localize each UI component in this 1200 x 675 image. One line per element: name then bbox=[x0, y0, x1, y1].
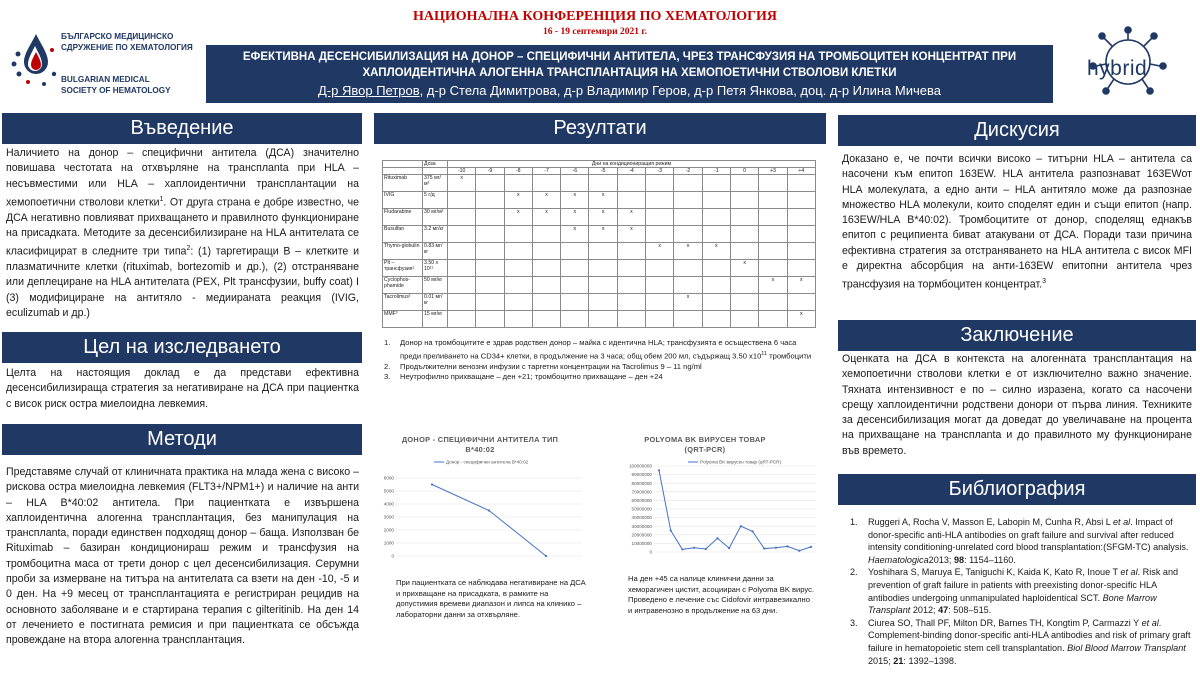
dose-mark bbox=[589, 311, 617, 328]
dose-mark: x bbox=[617, 226, 645, 243]
conclusion-heading: Заключение bbox=[838, 320, 1196, 351]
data-point bbox=[810, 546, 812, 548]
drug-dose: 3.50 х 10¹¹ bbox=[423, 260, 448, 277]
y-tick-label: 70000000 bbox=[631, 489, 652, 495]
dose-mark: x bbox=[532, 209, 560, 226]
dose-mark bbox=[674, 277, 702, 294]
dose-mark bbox=[646, 192, 674, 209]
dose-mark bbox=[730, 294, 758, 311]
logo-bg-line2: СДРУЖЕНИЕ ПО ХЕМАТОЛОГИЯ bbox=[61, 43, 193, 52]
discussion-heading: Дискусия bbox=[838, 115, 1196, 146]
aim-text: Целта на настоящия доклад е да представи ефективна десенсибилизираща стратегия за негативиране на ДСА при пациентка с висок риск остра миелоидна левкемия. bbox=[6, 367, 359, 410]
co-authors: , д-р Стела Димитрова, д-р Владимир Геров, д-р Петя Янкова, доц. д-р Илина Мичева bbox=[419, 83, 941, 98]
dose-mark bbox=[504, 175, 532, 192]
day-header: -2 bbox=[674, 168, 702, 175]
data-point bbox=[763, 547, 765, 549]
reference-item: 3. Ciurea SO, Thall PF, Milton DR, Barnes TH, Kongtim P, Carmazzi Y et al. Complement-binding donor-specific anti-HLA antibodies and risk of primary graft failure in hematopoietic stem cell transplantation. Biol Blood Marrow Transplant 2015; 21: 1392–1398. bbox=[850, 617, 1191, 666]
caption-left: При пациентката се наблюдава негативиране на ДСА и прихващане на присадката, в рамките на допустимия времеви диапазон и липса на клинико – лабораторни данни за отхвърляне. bbox=[396, 578, 586, 619]
drug-name: Plt – трансфузия¹ bbox=[383, 260, 423, 277]
day-header: -5 bbox=[589, 168, 617, 175]
data-point bbox=[545, 555, 547, 557]
poster-title-line1: ЕФЕКТИВНА ДЕСЕНСИБИЛИЗАЦИЯ НА ДОНОР – СПЕЦИФИЧНИ АНТИТЕЛА, ЧРЕЗ ТРАНСФУЗИЯ НА ТРОМБОЦИТЕН КОНЦЕНТРАТ ПРИ bbox=[242, 51, 1017, 63]
dose-mark bbox=[646, 277, 674, 294]
dose-mark bbox=[787, 243, 815, 260]
y-tick-label: 20000000 bbox=[631, 532, 652, 538]
dose-mark bbox=[702, 226, 730, 243]
dose-mark bbox=[674, 192, 702, 209]
table-row bbox=[383, 311, 816, 328]
first-author: Д-р Явор Петров bbox=[318, 83, 420, 98]
y-tick-label: 50000000 bbox=[631, 506, 652, 512]
dose-mark: x bbox=[561, 192, 589, 209]
data-point bbox=[670, 529, 672, 531]
data-point bbox=[728, 547, 730, 549]
series-line bbox=[432, 485, 546, 557]
dose-mark bbox=[532, 294, 560, 311]
day-header: -7 bbox=[532, 168, 560, 175]
day-header: +4 bbox=[787, 168, 815, 175]
dose-mark bbox=[448, 209, 476, 226]
dose-mark bbox=[787, 226, 815, 243]
drug-name: MMF³ bbox=[383, 311, 423, 328]
dose-mark bbox=[476, 294, 504, 311]
dose-mark bbox=[504, 243, 532, 260]
results-heading: Резултати bbox=[374, 113, 826, 144]
table-col-days: Дни на кондициониращия режим bbox=[448, 161, 816, 168]
dose-mark bbox=[589, 294, 617, 311]
table-col-dose: Доза bbox=[423, 161, 448, 168]
y-tick-label: 100000000 bbox=[629, 463, 652, 469]
dose-mark bbox=[646, 209, 674, 226]
logo-en-line2: SOCIETY OF HEMATOLOGY bbox=[61, 86, 171, 95]
dsa-chart bbox=[374, 456, 589, 568]
intro-heading: Въведение bbox=[2, 113, 362, 144]
dose-mark: x bbox=[589, 192, 617, 209]
dose-mark bbox=[674, 311, 702, 328]
y-tick-label: 60000000 bbox=[631, 498, 652, 503]
dose-mark bbox=[504, 277, 532, 294]
data-point bbox=[716, 537, 718, 539]
dose-mark bbox=[730, 311, 758, 328]
dose-mark bbox=[532, 311, 560, 328]
note-1: 1. Донор на тромбоцитите е здрав родствен донор – майка с идентична HLA; трансфузията е осъществена 6 часа преди преливането на CD34+ клетки, в продължение на 3 часа; общ обем 200 мл, съдържащ 3.50 $х10^{11}$ тромбоцити bbox=[384, 338, 812, 361]
dose-mark bbox=[730, 226, 758, 243]
dose-mark bbox=[702, 175, 730, 192]
y-tick-label: 6000 bbox=[383, 475, 394, 481]
y-tick-label: 3000 bbox=[383, 514, 394, 520]
dose-mark bbox=[702, 311, 730, 328]
day-header: +3 bbox=[759, 168, 787, 175]
intro-text bbox=[6, 146, 359, 321]
dose-mark bbox=[532, 277, 560, 294]
dose-mark bbox=[589, 277, 617, 294]
y-tick-label: 5000 bbox=[383, 488, 394, 494]
intro-sup1: 1 bbox=[159, 195, 164, 203]
table-row bbox=[383, 260, 816, 277]
dose-mark bbox=[617, 175, 645, 192]
dose-mark: x bbox=[561, 226, 589, 243]
drug-name: Tacrolimus² bbox=[383, 294, 423, 311]
dose-mark bbox=[504, 311, 532, 328]
data-point bbox=[693, 547, 695, 549]
logo-en-line1: BULGARIAN MEDICAL bbox=[61, 75, 150, 84]
dose-mark bbox=[730, 175, 758, 192]
caption-right: На ден +45 са налице клинични данни за хеморагичен цистит, асоцииран с Polyoma BK вирус. Проведено е лечение със Cidofovir интравезикално и интравенозно в продължение на 63 дни. bbox=[628, 574, 815, 615]
dose-mark bbox=[532, 243, 560, 260]
data-point bbox=[787, 545, 789, 547]
day-header: -4 bbox=[617, 168, 645, 175]
drug-name: IVIG bbox=[383, 192, 423, 209]
dose-mark bbox=[759, 192, 787, 209]
dose-mark bbox=[646, 311, 674, 328]
dose-mark bbox=[759, 260, 787, 277]
dose-mark bbox=[617, 260, 645, 277]
drug-name: Rituximab bbox=[383, 175, 423, 192]
poster-title-line2: ХАПЛОИДЕНТИЧНА АЛОГЕННА ТРАНСПЛАНТАЦИЯ НА ХЕМОПОЕТИЧНИ СТВОЛОВИ КЛЕТКИ bbox=[362, 67, 897, 79]
table-row bbox=[383, 192, 816, 209]
y-tick-label: 40000000 bbox=[631, 515, 652, 521]
dose-mark bbox=[448, 192, 476, 209]
dose-mark bbox=[561, 175, 589, 192]
dose-mark bbox=[561, 243, 589, 260]
reference-list bbox=[844, 516, 1192, 667]
dose-mark: x bbox=[759, 277, 787, 294]
drug-dose: 30 мг/м² bbox=[423, 209, 448, 226]
y-tick-label: 0 bbox=[391, 553, 394, 559]
dose-mark bbox=[448, 260, 476, 277]
dose-mark bbox=[702, 260, 730, 277]
table-row bbox=[383, 243, 816, 260]
dose-mark: x bbox=[787, 311, 815, 328]
bibliography-heading: Библиография bbox=[838, 474, 1196, 505]
dose-mark bbox=[504, 226, 532, 243]
y-tick-label: 30000000 bbox=[631, 523, 652, 529]
day-header: -8 bbox=[504, 168, 532, 175]
dose-mark: x bbox=[589, 226, 617, 243]
dose-mark bbox=[759, 209, 787, 226]
discussion-text: Доказано е, че почти всички високо – титърни HLA – антитела са насочени към епитоп 163EW. HLA антитела разпознават 163EWот HLA молекулата, а едно анти – HLA антитяло може да разпознае множество HLA молекули, които споделят един и същи епитоп (напр. 163EW/HLA B*40:02). Тромбоцитите от донор, споделящ еднакъв епитоп с реципиента биват атакувани от ДСА. Поради тази причина ефективна стратегия за отстраняването на HLA антитела с висок MFI е директна абсорбция на анти-163EW епитопни антитела чрез трансфузия на тормбоцитен концентрат.$^3$ bbox=[842, 153, 1192, 291]
intro-p3: : (1) таргетиращи В – клетките и плазматичните клетки (rituximab, bortezomib и др.), (2) отстраняване или деплециране на HLA антителата (PEX, Plt трансфузии, buffy coat) I (3) модифициране на антитяло - медиираната реакция (IVIG, eculizumab и др.) bbox=[6, 245, 359, 320]
reference-item: 2. Yoshihara S, Maruya E, Taniguchi K, Kaida K, Kato R, Inoue T et al. Risk and prevention of graft failure in patients with preexisting donor-specific HLA antibodies undergoing unmanipulated haploidentical SCT. Bone Marrow Transplant 2012; 47: 508–515. bbox=[850, 567, 1179, 616]
dose-mark bbox=[674, 175, 702, 192]
conditioning-regimen-table bbox=[382, 160, 816, 332]
dose-mark bbox=[476, 175, 504, 192]
dose-mark: x bbox=[730, 260, 758, 277]
dose-mark: x bbox=[448, 175, 476, 192]
dose-mark bbox=[532, 226, 560, 243]
dose-mark bbox=[730, 277, 758, 294]
dose-mark bbox=[702, 192, 730, 209]
dose-mark bbox=[561, 260, 589, 277]
dose-mark bbox=[476, 209, 504, 226]
dose-mark bbox=[476, 192, 504, 209]
dose-mark bbox=[448, 243, 476, 260]
day-header: -10 bbox=[448, 168, 476, 175]
dose-mark bbox=[476, 243, 504, 260]
drug-name: Fludarabine bbox=[383, 209, 423, 226]
dose-mark bbox=[787, 209, 815, 226]
dose-mark: x bbox=[787, 277, 815, 294]
logo-bg-line1: БЪЛГАРСКО МЕДИЦИНСКО bbox=[61, 32, 174, 41]
dose-mark bbox=[646, 260, 674, 277]
dose-mark bbox=[561, 294, 589, 311]
dose-mark bbox=[787, 260, 815, 277]
dose-mark bbox=[448, 226, 476, 243]
dose-mark bbox=[504, 294, 532, 311]
dose-mark bbox=[448, 294, 476, 311]
day-header: -3 bbox=[646, 168, 674, 175]
dose-mark bbox=[504, 260, 532, 277]
dose-mark bbox=[589, 260, 617, 277]
day-header: 0 bbox=[730, 168, 758, 175]
y-tick-label: 2000 bbox=[383, 527, 394, 533]
intro-p2: . От друга страна е добре известно, че ДСА негативно повлияват прихващането и правилното функциониране на присадката. Методите за десенсибилизиране на HLA антителата се класифицират в следните три типа bbox=[6, 196, 359, 258]
dose-mark bbox=[617, 311, 645, 328]
dose-mark: x bbox=[617, 209, 645, 226]
data-point bbox=[740, 525, 742, 527]
dose-mark bbox=[532, 175, 560, 192]
dose-mark bbox=[702, 277, 730, 294]
table-row bbox=[383, 277, 816, 294]
data-point bbox=[431, 483, 433, 485]
dose-mark: x bbox=[504, 192, 532, 209]
y-tick-label: 0 bbox=[649, 549, 652, 555]
dose-mark bbox=[702, 209, 730, 226]
day-header: -1 bbox=[702, 168, 730, 175]
legend-label: Polyoma BK вирусен товар (qRT-PCR) bbox=[700, 459, 781, 465]
reference-item: 1. Ruggeri A, Rocha V, Masson E, Labopin M, Cunha R, Absi L et al. Impact of donor-specific anti-HLA antibodies on graft failure and survival after reduced intensity conditioning-unrelated cord blood transplantation:(SFGM-TC) analysis. Haematologica2013; 98: 1154–1160. bbox=[850, 517, 1189, 565]
dose-mark bbox=[617, 277, 645, 294]
drug-dose: 0.01 мг/кг bbox=[423, 294, 448, 311]
dose-mark bbox=[674, 226, 702, 243]
dose-mark bbox=[787, 192, 815, 209]
note-3: 3. Неутрофилно прихващане – ден +21; тромбоцитно прихващане – ден +24 bbox=[384, 372, 663, 382]
dose-mark bbox=[759, 226, 787, 243]
legend-label: Донор - специфични антитела B*40:02 bbox=[446, 459, 529, 465]
dose-mark bbox=[730, 192, 758, 209]
dose-mark bbox=[476, 311, 504, 328]
dose-mark bbox=[646, 226, 674, 243]
data-point bbox=[681, 548, 683, 550]
dose-mark bbox=[448, 311, 476, 328]
dose-mark: x bbox=[674, 294, 702, 311]
dose-mark: x bbox=[702, 243, 730, 260]
dose-mark bbox=[759, 294, 787, 311]
dsa-chart-title: ДОНОР - СПЕЦИФИЧНИ АНТИТЕЛА ТИП B*40:02 bbox=[401, 435, 559, 454]
drug-dose: 15 мг/кг bbox=[423, 311, 448, 328]
blood-drops-icon bbox=[8, 32, 58, 92]
dose-mark: x bbox=[646, 243, 674, 260]
dose-mark bbox=[532, 260, 560, 277]
intro-sup2: 2 bbox=[186, 245, 191, 253]
conference-title: НАЦИОНАЛНА КОНФЕРЕНЦИЯ ПО ХЕМАТОЛОГИЯ bbox=[412, 9, 778, 24]
hybrid-wordmark: hybrid bbox=[1087, 57, 1148, 80]
dose-mark bbox=[759, 175, 787, 192]
drug-name: Thymo-globulin bbox=[383, 243, 423, 260]
dose-mark: x bbox=[504, 209, 532, 226]
aim-heading: Цел на изследването bbox=[2, 332, 362, 363]
drug-name: Cyclophos-phamide bbox=[383, 277, 423, 294]
dose-mark bbox=[476, 260, 504, 277]
dose-mark bbox=[617, 192, 645, 209]
note-2: 2. Продължителни венозни инфузии с таргетни концентрации на Tacrolimus 9 – 11 ng/ml bbox=[384, 361, 702, 371]
dose-mark bbox=[561, 277, 589, 294]
drug-dose: 50 мг/кг bbox=[423, 277, 448, 294]
dose-mark bbox=[476, 277, 504, 294]
dose-mark: x bbox=[589, 209, 617, 226]
table-row bbox=[383, 294, 816, 311]
dose-mark bbox=[646, 175, 674, 192]
y-tick-label: 90000000 bbox=[631, 472, 652, 478]
y-tick-label: 80000000 bbox=[631, 480, 652, 486]
bk-chart bbox=[616, 456, 821, 568]
series-line bbox=[659, 470, 811, 550]
data-point bbox=[775, 547, 777, 549]
data-point bbox=[705, 548, 707, 550]
y-tick-label: 10000000 bbox=[631, 541, 652, 546]
dose-mark: x bbox=[532, 192, 560, 209]
dose-mark bbox=[589, 243, 617, 260]
methods-heading: Методи bbox=[2, 424, 362, 455]
dose-mark bbox=[674, 209, 702, 226]
conclusion-text: Оценката на ДСА в контекста на алогенната трансплантация на хемопоетични стволови клетки е от изключително важно значение. Тяхната интензивност е по – силно изразена, когато са насочени срещу хаплоидентични родствени донори от първа линия. Техниките за десенсибилизация могат да доведат до увеличаване на процента на прихващане на трансплanta и до правилното му функциониране във времето. bbox=[842, 353, 1192, 457]
dose-mark bbox=[646, 294, 674, 311]
dose-mark bbox=[759, 311, 787, 328]
dose-mark bbox=[617, 294, 645, 311]
drug-name: Busulfan bbox=[383, 226, 423, 243]
y-tick-label: 1000 bbox=[383, 540, 394, 546]
dose-mark: x bbox=[674, 243, 702, 260]
dose-mark bbox=[476, 226, 504, 243]
data-point bbox=[488, 509, 490, 511]
day-header: -9 bbox=[476, 168, 504, 175]
y-tick-label: 4000 bbox=[383, 501, 394, 507]
drug-dose: 5 г/д bbox=[423, 192, 448, 209]
dose-mark bbox=[448, 277, 476, 294]
drug-dose: 375 мг/м² bbox=[423, 175, 448, 192]
day-header: -6 bbox=[561, 168, 589, 175]
data-point bbox=[658, 469, 660, 471]
drug-dose: 0.83 мг/кг bbox=[423, 243, 448, 260]
data-point bbox=[798, 550, 800, 552]
drug-dose: 3.2 мг/кг bbox=[423, 226, 448, 243]
table-row bbox=[383, 226, 816, 243]
dose-mark bbox=[730, 209, 758, 226]
table-row bbox=[383, 175, 816, 192]
results-notes bbox=[384, 338, 814, 383]
dose-mark bbox=[674, 260, 702, 277]
dose-mark bbox=[787, 175, 815, 192]
intro-p1: Наличието на донор – специфични антитела (ДСА) значително повишава честотата на отхвърляне на трансплanta при HLA – несъвместими или HLA – хаплоидентични трансплантации на хемопоетични стволови клетки bbox=[6, 147, 359, 209]
table-row bbox=[383, 209, 816, 226]
data-point bbox=[751, 530, 753, 532]
bk-chart-title: POLYOMA BK ВИРУСЕН ТОВАР (QRT-PCR) bbox=[644, 435, 766, 454]
dose-mark bbox=[730, 243, 758, 260]
authors bbox=[206, 81, 1053, 100]
conference-dates: 16 - 19 септември 2021 г. bbox=[543, 27, 647, 37]
dose-mark bbox=[787, 294, 815, 311]
dose-mark bbox=[589, 175, 617, 192]
dose-mark bbox=[561, 311, 589, 328]
methods-text: Представяме случай от клиничната практика на млада жена с високо – рискова остра миелоидна левкемия (FLT3+/NPM1+) и наличие на анти – HLA B*40:02 антитела. При пациентката е извършена хаплоидентична алогенна трансплантация, без манипулация на трансплanta, поради единствен подходящ донор – баща. Използван бе Rituximab – базиран кондиционираш режим и трансфузия на тромбоцитна маса от трети донор с цел десенсибилизация. Серумни проби за измерване на титъра на антителата са взети на ден -10, -5 и 0 ден. На +9 месец от трансплантацията е регистриран рецидив на основното заболяване и е стартирана терапия с gilteritinib. На ден 14 от лечението е постигната ремисия и при пациентката се обсъжда провеждане на втора алогенна трансплантация. bbox=[6, 466, 359, 647]
dose-mark bbox=[759, 243, 787, 260]
dose-mark bbox=[617, 243, 645, 260]
dose-mark bbox=[702, 294, 730, 311]
poster-title-box bbox=[206, 45, 1053, 103]
dose-mark: x bbox=[561, 209, 589, 226]
